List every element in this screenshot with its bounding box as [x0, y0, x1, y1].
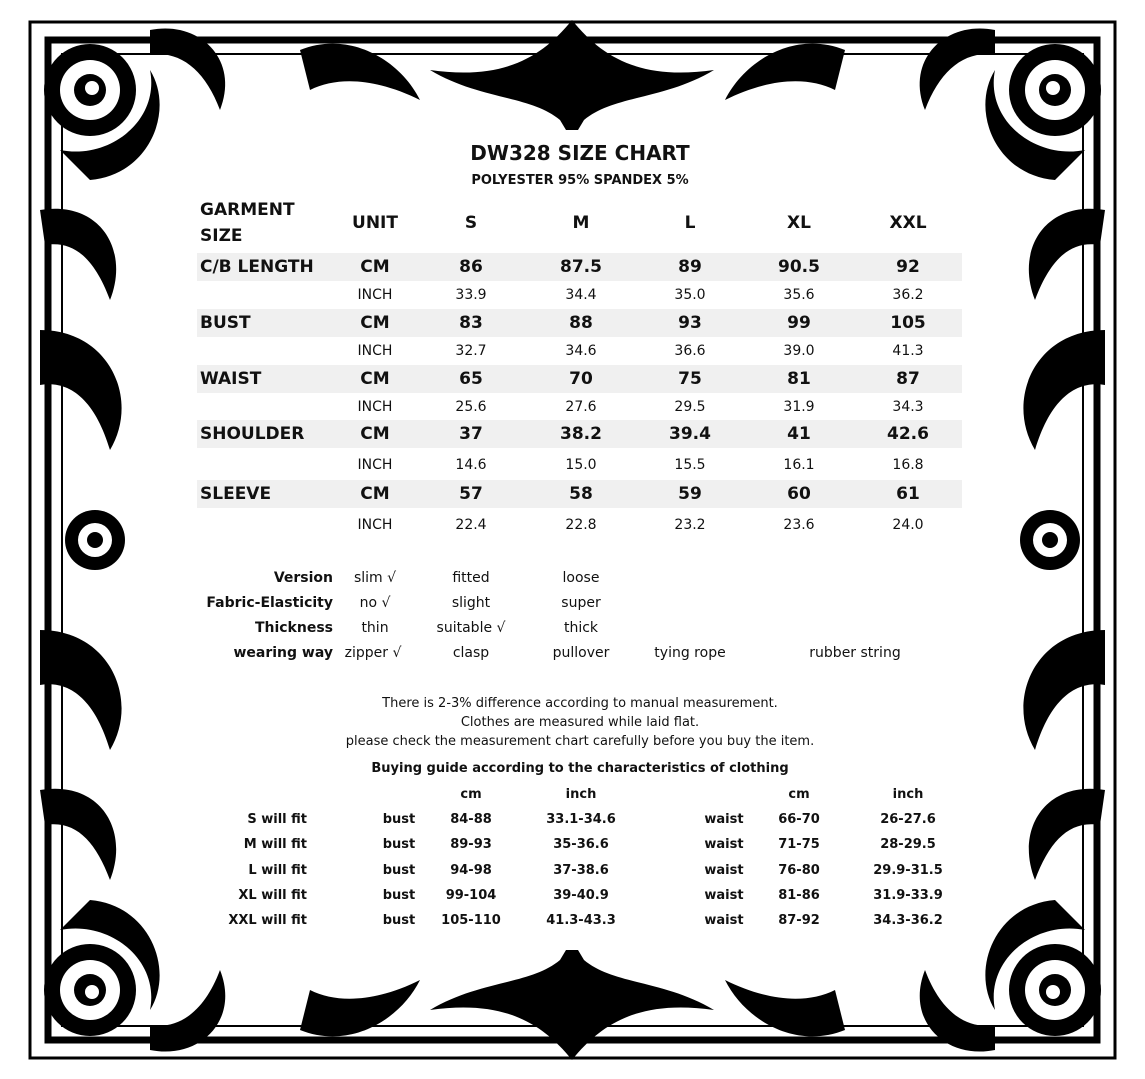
- waist-label: waist: [704, 812, 744, 827]
- bust-inch: 41.3-43.3: [546, 913, 616, 928]
- waist-cm: 87-92: [778, 913, 820, 928]
- unit-cm: CM: [360, 257, 390, 277]
- cell-cm: 57: [459, 484, 483, 504]
- unit-inch: INCH: [357, 517, 393, 533]
- unit-cm: CM: [360, 313, 390, 333]
- row-label-cb-length: C/B LENGTH: [200, 257, 314, 277]
- left-side-vines: [40, 209, 125, 880]
- bust-inch: 39-40.9: [553, 888, 609, 903]
- waist-label: waist: [704, 913, 744, 928]
- attr-label-thickness: Thickness: [254, 620, 333, 636]
- cell-cm: 89: [678, 257, 702, 277]
- cell-inch: 22.4: [455, 517, 487, 533]
- unit-inch: INCH: [357, 399, 393, 415]
- cell-cm: 41: [787, 424, 811, 444]
- cell-cm: 87: [896, 369, 920, 389]
- bust-cm: 105-110: [441, 913, 501, 928]
- cell-inch: 32.7: [455, 343, 487, 359]
- cell-cm: 105: [890, 313, 926, 333]
- waist-cm-header: cm: [788, 787, 810, 802]
- cell-inch: 27.6: [565, 399, 597, 415]
- right-side-vines: [1020, 209, 1105, 880]
- header-size-xxl: XXL: [889, 213, 927, 233]
- bust-label: bust: [382, 888, 416, 903]
- cell-cm: 39.4: [669, 424, 711, 444]
- attr-option: suitable √: [436, 620, 506, 636]
- waist-cm: 66-70: [778, 812, 820, 827]
- cell-inch: 25.6: [455, 399, 487, 415]
- cell-cm: 90.5: [778, 257, 820, 277]
- cell-inch: 35.0: [674, 287, 706, 303]
- buying-guide-title: Buying guide according to the characteristics of clothing: [371, 761, 789, 776]
- unit-cm: CM: [360, 424, 390, 444]
- bust-label: bust: [382, 863, 416, 878]
- cell-inch: 23.2: [674, 517, 706, 533]
- cell-inch: 23.6: [783, 517, 815, 533]
- bust-label: bust: [382, 812, 416, 827]
- bust-inch: 35-36.6: [553, 837, 609, 852]
- cell-cm: 99: [787, 313, 811, 333]
- bust-cm: 99-104: [445, 888, 497, 903]
- cell-inch: 36.6: [674, 343, 706, 359]
- cell-cm: 60: [787, 484, 811, 504]
- attr-option: thick: [563, 620, 599, 636]
- cell-cm: 61: [896, 484, 920, 504]
- attr-option: loose: [562, 570, 600, 586]
- unit-inch: INCH: [357, 287, 393, 303]
- fabric-composition: POLYESTER 95% SPANDEX 5%: [471, 173, 689, 188]
- cell-inch: 34.4: [565, 287, 597, 303]
- cell-inch: 33.9: [455, 287, 487, 303]
- cell-inch: 31.9: [783, 399, 815, 415]
- bust-label: bust: [382, 913, 416, 928]
- attr-option: clasp: [452, 645, 490, 661]
- cell-inch: 24.0: [892, 517, 924, 533]
- cell-inch: 15.0: [565, 457, 597, 473]
- attr-option: slim √: [353, 570, 397, 586]
- cell-cm: 38.2: [560, 424, 602, 444]
- cell-cm: 70: [569, 369, 593, 389]
- header-size-l: L: [684, 213, 696, 233]
- header-size-xl: XL: [787, 213, 811, 233]
- waist-cm: 81-86: [778, 888, 820, 903]
- bust-label: bust: [382, 837, 416, 852]
- attr-option: pullover: [552, 645, 610, 661]
- cell-cm: 81: [787, 369, 811, 389]
- waist-inch: 34.3-36.2: [873, 913, 943, 928]
- attr-option: super: [561, 595, 601, 611]
- cell-inch: 29.5: [674, 399, 706, 415]
- fit-label: XXL will fit: [228, 913, 307, 928]
- fit-label: L will fit: [248, 863, 307, 878]
- bust-cm: 84-88: [450, 812, 492, 827]
- attr-label-version: Version: [273, 570, 333, 586]
- attr-option: zipper √: [344, 645, 402, 661]
- waist-inch: 29.9-31.5: [873, 863, 943, 878]
- cell-inch: 36.2: [892, 287, 924, 303]
- header-size-s: S: [464, 213, 478, 233]
- note-line: please check the measurement chart carefully before you buy the item.: [345, 734, 815, 749]
- page-title: DW328 SIZE CHART: [470, 141, 690, 165]
- note-line: Clothes are measured while laid flat.: [460, 715, 700, 730]
- header-size: SIZE: [200, 226, 243, 246]
- attr-option: tying rope: [654, 645, 726, 661]
- fit-label: S will fit: [247, 812, 307, 827]
- waist-inch: 31.9-33.9: [873, 888, 943, 903]
- waist-inch-header: inch: [892, 787, 924, 802]
- bust-inch: 33.1-34.6: [546, 812, 616, 827]
- cell-cm: 92: [896, 257, 920, 277]
- cell-cm: 42.6: [887, 424, 929, 444]
- cell-cm: 88: [569, 313, 593, 333]
- row-label-shoulder: SHOULDER: [200, 424, 305, 444]
- cell-cm: 93: [678, 313, 702, 333]
- bust-inch-header: inch: [565, 787, 597, 802]
- attr-option: thin: [361, 620, 389, 636]
- header-size-m: M: [572, 213, 590, 233]
- bust-cm: 89-93: [450, 837, 492, 852]
- bust-cm: 94-98: [450, 863, 492, 878]
- header-garment: GARMENT: [200, 200, 295, 220]
- row-label-bust: BUST: [200, 313, 251, 333]
- cell-cm: 75: [678, 369, 702, 389]
- cell-inch: 34.3: [892, 399, 924, 415]
- cell-cm: 37: [459, 424, 483, 444]
- attr-option: slight: [451, 595, 491, 611]
- cell-inch: 15.5: [674, 457, 706, 473]
- attr-option: rubber string: [809, 645, 901, 661]
- cell-inch: 35.6: [783, 287, 815, 303]
- row-label-waist: WAIST: [200, 369, 262, 389]
- cell-cm: 86: [459, 257, 483, 277]
- attr-label-wearing-way: wearing way: [233, 645, 333, 661]
- unit-cm: CM: [360, 484, 390, 504]
- cell-inch: 41.3: [892, 343, 924, 359]
- header-unit: UNIT: [352, 213, 398, 233]
- waist-cm: 71-75: [778, 837, 820, 852]
- cell-inch: 14.6: [455, 457, 487, 473]
- note-line: There is 2-3% difference according to manual measurement.: [382, 696, 778, 711]
- cell-inch: 22.8: [565, 517, 597, 533]
- unit-cm: CM: [360, 369, 390, 389]
- cell-cm: 59: [678, 484, 702, 504]
- cell-cm: 83: [459, 313, 483, 333]
- fit-label: XL will fit: [238, 888, 307, 903]
- waist-label: waist: [704, 837, 744, 852]
- cell-cm: 58: [569, 484, 593, 504]
- unit-inch: INCH: [357, 343, 393, 359]
- cell-inch: 34.6: [565, 343, 597, 359]
- cell-inch: 16.8: [892, 457, 924, 473]
- waist-inch: 26-27.6: [880, 812, 936, 827]
- bust-cm-header: cm: [460, 787, 482, 802]
- attr-option: fitted: [452, 570, 490, 586]
- cell-inch: 16.1: [783, 457, 815, 473]
- waist-label: waist: [704, 863, 744, 878]
- attr-option: no √: [359, 595, 391, 611]
- cell-inch: 39.0: [783, 343, 815, 359]
- row-label-sleeve: SLEEVE: [200, 484, 272, 504]
- attr-label-elasticity: Fabric-Elasticity: [206, 595, 333, 611]
- fit-label: M will fit: [243, 837, 307, 852]
- waist-inch: 28-29.5: [880, 837, 936, 852]
- cell-cm: 87.5: [560, 257, 602, 277]
- cell-cm: 65: [459, 369, 483, 389]
- waist-label: waist: [704, 888, 744, 903]
- unit-inch: INCH: [357, 457, 393, 473]
- waist-cm: 76-80: [778, 863, 820, 878]
- bust-inch: 37-38.6: [553, 863, 609, 878]
